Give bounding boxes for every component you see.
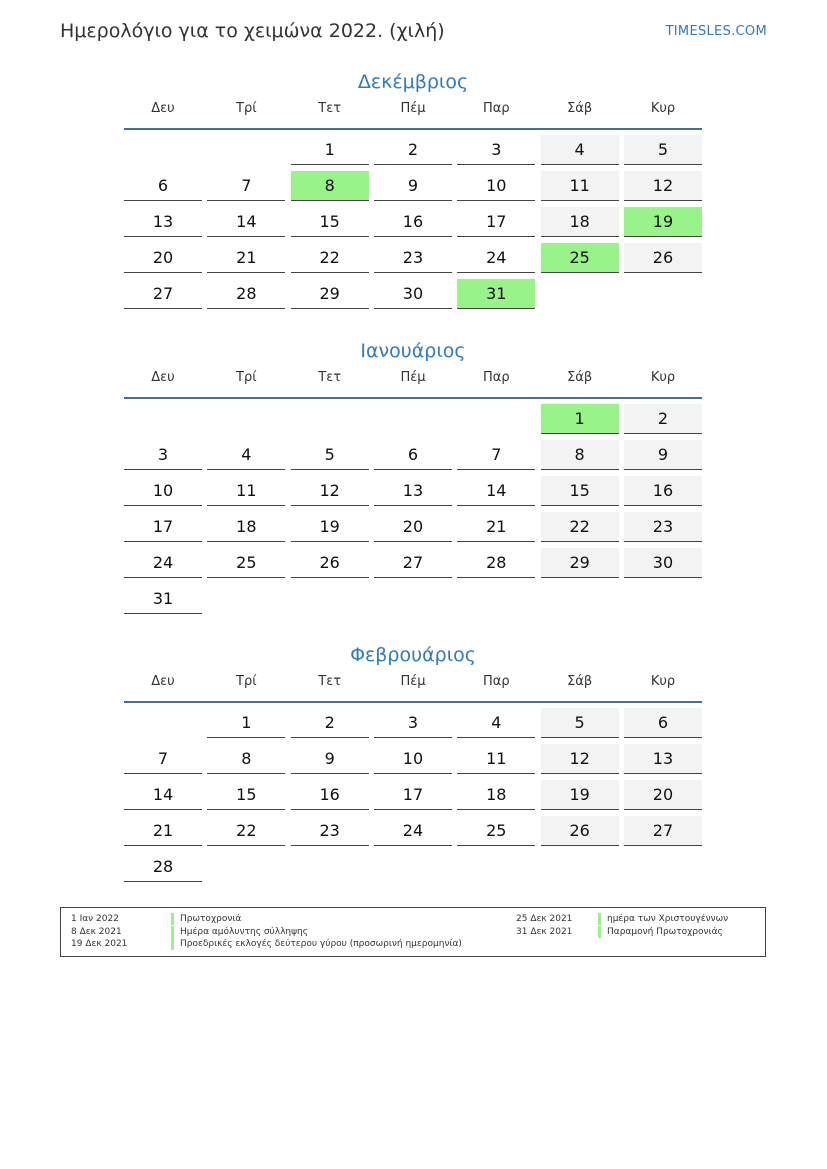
holiday-day-cell: 1 bbox=[541, 404, 619, 434]
weekday-label: Παρ bbox=[483, 370, 510, 385]
day-cell: 16 bbox=[374, 207, 452, 237]
day-cell: 13 bbox=[374, 476, 452, 506]
day-cell: 19 bbox=[541, 780, 619, 810]
weekday-label: Κυρ bbox=[650, 370, 676, 385]
day-grid bbox=[124, 708, 702, 882]
month-january bbox=[124, 338, 702, 614]
day-cell: 30 bbox=[624, 548, 702, 578]
empty-cell bbox=[374, 404, 452, 434]
day-cell: 18 bbox=[207, 512, 285, 542]
weekday-label: Τετ bbox=[318, 101, 342, 116]
weekday-label: Τετ bbox=[318, 674, 342, 689]
day-cell: 3 bbox=[457, 135, 535, 165]
weekday-label: Τρί bbox=[236, 370, 257, 385]
weekday-label: Δευ bbox=[151, 674, 175, 689]
day-cell: 9 bbox=[624, 440, 702, 470]
month-february bbox=[124, 642, 702, 882]
weekday-label: Κυρ bbox=[650, 674, 676, 689]
day-cell: 20 bbox=[374, 512, 452, 542]
day-cell: 26 bbox=[291, 548, 369, 578]
day-cell: 16 bbox=[291, 780, 369, 810]
legend-date: 1 Ιαν 2022 bbox=[71, 914, 119, 924]
day-cell: 23 bbox=[291, 816, 369, 846]
legend-holiday-name: Παραμονή Πρωτοχρονιάς bbox=[598, 926, 723, 938]
legend-item bbox=[71, 913, 241, 925]
day-cell: 1 bbox=[207, 708, 285, 738]
day-cell: 14 bbox=[124, 780, 202, 810]
day-cell: 18 bbox=[457, 780, 535, 810]
day-cell: 6 bbox=[374, 440, 452, 470]
weekday-label: Σάβ bbox=[567, 370, 593, 385]
weekday-label: Πέμ bbox=[400, 674, 426, 689]
day-cell: 19 bbox=[291, 512, 369, 542]
day-grid bbox=[124, 404, 702, 614]
day-cell: 3 bbox=[124, 440, 202, 470]
empty-cell bbox=[207, 135, 285, 165]
legend-date: 25 Δεκ 2021 bbox=[516, 914, 573, 924]
day-cell: 17 bbox=[457, 207, 535, 237]
weekday-label: Δευ bbox=[151, 101, 175, 116]
day-cell: 25 bbox=[457, 816, 535, 846]
day-cell: 23 bbox=[624, 512, 702, 542]
day-cell: 9 bbox=[374, 171, 452, 201]
legend-holiday-name: Ημέρα αμόλυντης σύλληψης bbox=[171, 926, 308, 938]
day-cell: 11 bbox=[207, 476, 285, 506]
day-cell: 2 bbox=[291, 708, 369, 738]
weekday-label: Παρ bbox=[483, 101, 510, 116]
day-cell: 7 bbox=[207, 171, 285, 201]
weekday-label: Τρί bbox=[236, 101, 257, 116]
day-cell: 4 bbox=[457, 708, 535, 738]
holiday-day-cell: 31 bbox=[457, 279, 535, 309]
day-cell: 21 bbox=[457, 512, 535, 542]
weekday-label: Παρ bbox=[483, 674, 510, 689]
weekday-header bbox=[124, 674, 702, 703]
day-cell: 12 bbox=[541, 744, 619, 774]
day-cell: 7 bbox=[124, 744, 202, 774]
day-cell: 15 bbox=[541, 476, 619, 506]
day-cell: 17 bbox=[374, 780, 452, 810]
day-cell: 15 bbox=[207, 780, 285, 810]
day-cell: 6 bbox=[624, 708, 702, 738]
day-grid bbox=[124, 135, 702, 309]
day-cell: 8 bbox=[541, 440, 619, 470]
day-cell: 28 bbox=[457, 548, 535, 578]
empty-cell bbox=[124, 404, 202, 434]
holiday-day-cell: 8 bbox=[291, 171, 369, 201]
day-cell: 17 bbox=[124, 512, 202, 542]
month-title: Φεβρουάριος bbox=[350, 644, 476, 666]
day-cell: 26 bbox=[541, 816, 619, 846]
weekday-label: Σάβ bbox=[567, 101, 593, 116]
day-cell: 1 bbox=[291, 135, 369, 165]
day-cell: 14 bbox=[457, 476, 535, 506]
month-title: Ιανουάριος bbox=[360, 340, 466, 362]
day-cell: 31 bbox=[124, 584, 202, 614]
month-title: Δεκέμβριος bbox=[357, 71, 469, 93]
weekday-header bbox=[124, 370, 702, 399]
holiday-legend bbox=[60, 907, 766, 957]
day-cell: 13 bbox=[124, 207, 202, 237]
weekday-label: Πέμ bbox=[400, 101, 426, 116]
weekday-header bbox=[124, 101, 702, 130]
page-title: Ημερολόγιο για το χειμώνα 2022. (χιλή) bbox=[60, 20, 445, 42]
day-cell: 21 bbox=[207, 243, 285, 273]
day-cell: 6 bbox=[124, 171, 202, 201]
day-cell: 2 bbox=[624, 404, 702, 434]
legend-holiday-name: Πρωτοχρονιά bbox=[171, 913, 241, 925]
day-cell: 30 bbox=[374, 279, 452, 309]
day-cell: 10 bbox=[124, 476, 202, 506]
day-cell: 11 bbox=[457, 744, 535, 774]
day-cell: 12 bbox=[291, 476, 369, 506]
holiday-day-cell: 25 bbox=[541, 243, 619, 273]
empty-cell bbox=[124, 135, 202, 165]
brand-link[interactable]: TIMESLES.COM bbox=[665, 24, 767, 39]
day-cell: 24 bbox=[124, 548, 202, 578]
day-cell: 20 bbox=[124, 243, 202, 273]
day-cell: 29 bbox=[291, 279, 369, 309]
day-cell: 27 bbox=[374, 548, 452, 578]
empty-cell bbox=[291, 404, 369, 434]
day-cell: 16 bbox=[624, 476, 702, 506]
day-cell: 7 bbox=[457, 440, 535, 470]
day-cell: 22 bbox=[291, 243, 369, 273]
weekday-label: Κυρ bbox=[650, 101, 676, 116]
legend-holiday-name: ημέρα των Χριστουγέννων bbox=[598, 913, 728, 925]
day-cell: 10 bbox=[457, 171, 535, 201]
legend-date: 31 Δεκ 2021 bbox=[516, 927, 573, 937]
day-cell: 28 bbox=[124, 852, 202, 882]
weekday-label: Σάβ bbox=[567, 674, 593, 689]
day-cell: 28 bbox=[207, 279, 285, 309]
weekday-label: Τρί bbox=[236, 674, 257, 689]
weekday-label: Τετ bbox=[318, 370, 342, 385]
day-cell: 22 bbox=[541, 512, 619, 542]
day-cell: 9 bbox=[291, 744, 369, 774]
day-cell: 4 bbox=[207, 440, 285, 470]
day-cell: 2 bbox=[374, 135, 452, 165]
day-cell: 20 bbox=[624, 780, 702, 810]
day-cell: 24 bbox=[374, 816, 452, 846]
holiday-day-cell: 19 bbox=[624, 207, 702, 237]
legend-date: 8 Δεκ 2021 bbox=[71, 927, 122, 937]
day-cell: 22 bbox=[207, 816, 285, 846]
day-cell: 13 bbox=[624, 744, 702, 774]
legend-item bbox=[71, 926, 308, 938]
legend-date: 19 Δεκ 2021 bbox=[71, 939, 128, 949]
weekday-label: Πέμ bbox=[400, 370, 426, 385]
weekday-label: Δευ bbox=[151, 370, 175, 385]
day-cell: 5 bbox=[541, 708, 619, 738]
day-cell: 27 bbox=[124, 279, 202, 309]
day-cell: 21 bbox=[124, 816, 202, 846]
empty-cell bbox=[124, 708, 202, 738]
legend-item bbox=[516, 926, 723, 938]
day-cell: 3 bbox=[374, 708, 452, 738]
empty-cell bbox=[207, 404, 285, 434]
day-cell: 27 bbox=[624, 816, 702, 846]
day-cell: 23 bbox=[374, 243, 452, 273]
day-cell: 4 bbox=[541, 135, 619, 165]
day-cell: 15 bbox=[291, 207, 369, 237]
month-december bbox=[124, 69, 702, 309]
day-cell: 5 bbox=[291, 440, 369, 470]
day-cell: 10 bbox=[374, 744, 452, 774]
day-cell: 25 bbox=[207, 548, 285, 578]
legend-item bbox=[516, 913, 728, 925]
day-cell: 29 bbox=[541, 548, 619, 578]
day-cell: 12 bbox=[624, 171, 702, 201]
legend-item bbox=[71, 938, 462, 950]
day-cell: 11 bbox=[541, 171, 619, 201]
day-cell: 14 bbox=[207, 207, 285, 237]
day-cell: 8 bbox=[207, 744, 285, 774]
day-cell: 26 bbox=[624, 243, 702, 273]
day-cell: 5 bbox=[624, 135, 702, 165]
legend-holiday-name: Προεδρικές εκλογές δεύτερου γύρου (προσωρινή ημερομηνία) bbox=[171, 938, 462, 950]
day-cell: 18 bbox=[541, 207, 619, 237]
day-cell: 24 bbox=[457, 243, 535, 273]
empty-cell bbox=[457, 404, 535, 434]
